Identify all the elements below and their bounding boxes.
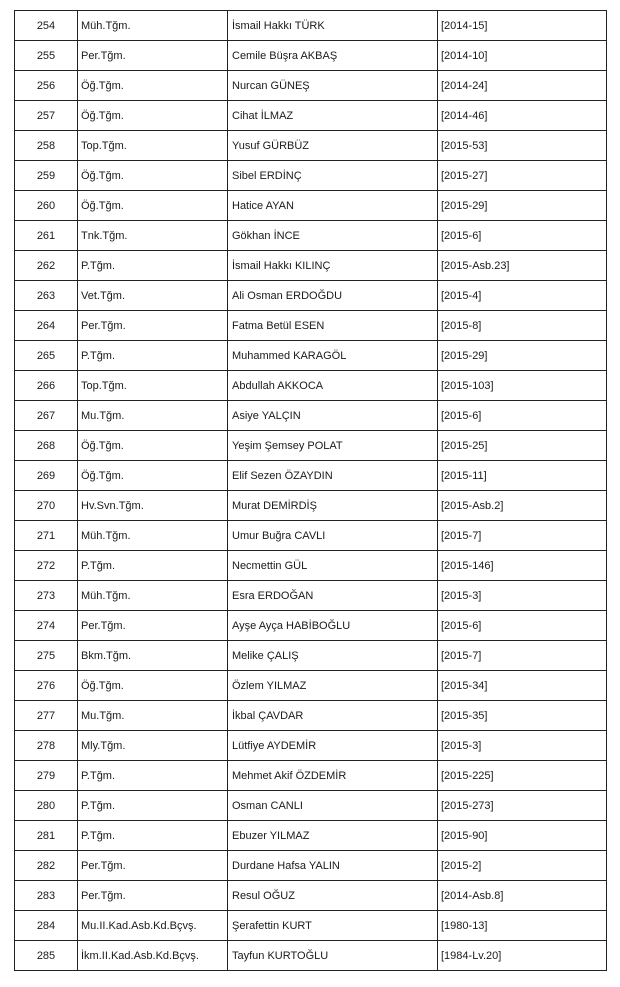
table-row bbox=[15, 41, 607, 71]
row-number: 284 bbox=[15, 911, 78, 941]
person-name-cell: Cihat İLMAZ bbox=[228, 101, 438, 131]
table-row bbox=[15, 371, 607, 401]
registry-code-cell: [2015-103] bbox=[438, 371, 607, 401]
row-number: 256 bbox=[15, 71, 78, 101]
person-name-cell: Umur Buğra CAVLI bbox=[228, 521, 438, 551]
table-row bbox=[15, 551, 607, 581]
rank-cell: Öğ.Tğm. bbox=[78, 671, 228, 701]
row-number: 258 bbox=[15, 131, 78, 161]
table-row bbox=[15, 401, 607, 431]
row-number: 277 bbox=[15, 701, 78, 731]
person-name-cell: Tayfun KURTOĞLU bbox=[228, 941, 438, 971]
table-row bbox=[15, 521, 607, 551]
rank-cell: Öğ.Tğm. bbox=[78, 71, 228, 101]
person-name-cell: Nurcan GÜNEŞ bbox=[228, 71, 438, 101]
person-name-cell: İsmail Hakkı KILINÇ bbox=[228, 251, 438, 281]
table-row bbox=[15, 911, 607, 941]
table-row bbox=[15, 431, 607, 461]
person-name-cell: Gökhan İNCE bbox=[228, 221, 438, 251]
table-row bbox=[15, 641, 607, 671]
row-number: 282 bbox=[15, 851, 78, 881]
registry-code-cell: [2015-53] bbox=[438, 131, 607, 161]
document-page bbox=[14, 10, 606, 971]
registry-code-cell: [2014-46] bbox=[438, 101, 607, 131]
row-number: 260 bbox=[15, 191, 78, 221]
person-name-cell: Yeşim Şemsey POLAT bbox=[228, 431, 438, 461]
rank-cell: Mu.Tğm. bbox=[78, 401, 228, 431]
row-number: 259 bbox=[15, 161, 78, 191]
registry-code-cell: [2015-6] bbox=[438, 611, 607, 641]
table-row bbox=[15, 11, 607, 41]
person-name-cell: Fatma Betül ESEN bbox=[228, 311, 438, 341]
registry-code-cell: [2015-3] bbox=[438, 731, 607, 761]
rank-cell: Top.Tğm. bbox=[78, 131, 228, 161]
table-row bbox=[15, 731, 607, 761]
person-name-cell: Cemile Büşra AKBAŞ bbox=[228, 41, 438, 71]
table-row bbox=[15, 671, 607, 701]
table-row bbox=[15, 311, 607, 341]
rank-cell: P.Tğm. bbox=[78, 761, 228, 791]
registry-code-cell: [2015-90] bbox=[438, 821, 607, 851]
registry-code-cell: [2014-24] bbox=[438, 71, 607, 101]
table-row bbox=[15, 101, 607, 131]
registry-code-cell: [2015-34] bbox=[438, 671, 607, 701]
personnel-table bbox=[14, 10, 607, 971]
rank-cell: Öğ.Tğm. bbox=[78, 461, 228, 491]
table-row bbox=[15, 461, 607, 491]
table-row bbox=[15, 131, 607, 161]
rank-cell: P.Tğm. bbox=[78, 251, 228, 281]
row-number: 278 bbox=[15, 731, 78, 761]
registry-code-cell: [2014-Asb.8] bbox=[438, 881, 607, 911]
row-number: 280 bbox=[15, 791, 78, 821]
person-name-cell: Şerafettin KURT bbox=[228, 911, 438, 941]
registry-code-cell: [2015-3] bbox=[438, 581, 607, 611]
person-name-cell: Yusuf GÜRBÜZ bbox=[228, 131, 438, 161]
person-name-cell: Ebuzer YILMAZ bbox=[228, 821, 438, 851]
personnel-table-body bbox=[15, 11, 607, 971]
table-row bbox=[15, 161, 607, 191]
registry-code-cell: [2015-225] bbox=[438, 761, 607, 791]
registry-code-cell: [2015-6] bbox=[438, 221, 607, 251]
row-number: 255 bbox=[15, 41, 78, 71]
registry-code-cell: [2015-8] bbox=[438, 311, 607, 341]
rank-cell: P.Tğm. bbox=[78, 791, 228, 821]
person-name-cell: İkbal ÇAVDAR bbox=[228, 701, 438, 731]
row-number: 265 bbox=[15, 341, 78, 371]
rank-cell: İkm.II.Kad.Asb.Kd.Bçvş. bbox=[78, 941, 228, 971]
table-row bbox=[15, 581, 607, 611]
rank-cell: Öğ.Tğm. bbox=[78, 161, 228, 191]
person-name-cell: Elif Sezen ÖZAYDIN bbox=[228, 461, 438, 491]
registry-code-cell: [2015-27] bbox=[438, 161, 607, 191]
row-number: 273 bbox=[15, 581, 78, 611]
person-name-cell: Muhammed KARAGÖL bbox=[228, 341, 438, 371]
row-number: 263 bbox=[15, 281, 78, 311]
person-name-cell: Abdullah AKKOCA bbox=[228, 371, 438, 401]
registry-code-cell: [2015-273] bbox=[438, 791, 607, 821]
registry-code-cell: [2015-35] bbox=[438, 701, 607, 731]
rank-cell: Mly.Tğm. bbox=[78, 731, 228, 761]
rank-cell: Per.Tğm. bbox=[78, 41, 228, 71]
person-name-cell: Osman CANLI bbox=[228, 791, 438, 821]
registry-code-cell: [2015-Asb.23] bbox=[438, 251, 607, 281]
rank-cell: P.Tğm. bbox=[78, 551, 228, 581]
rank-cell: Müh.Tğm. bbox=[78, 11, 228, 41]
row-number: 264 bbox=[15, 311, 78, 341]
person-name-cell: Lütfiye AYDEMİR bbox=[228, 731, 438, 761]
row-number: 267 bbox=[15, 401, 78, 431]
row-number: 285 bbox=[15, 941, 78, 971]
rank-cell: P.Tğm. bbox=[78, 341, 228, 371]
table-row bbox=[15, 71, 607, 101]
person-name-cell: Sibel ERDİNÇ bbox=[228, 161, 438, 191]
row-number: 254 bbox=[15, 11, 78, 41]
table-row bbox=[15, 191, 607, 221]
person-name-cell: Murat DEMİRDİŞ bbox=[228, 491, 438, 521]
person-name-cell: Resul OĞUZ bbox=[228, 881, 438, 911]
rank-cell: Per.Tğm. bbox=[78, 611, 228, 641]
table-row bbox=[15, 611, 607, 641]
person-name-cell: Hatice AYAN bbox=[228, 191, 438, 221]
rank-cell: Bkm.Tğm. bbox=[78, 641, 228, 671]
table-row bbox=[15, 881, 607, 911]
registry-code-cell: [2015-4] bbox=[438, 281, 607, 311]
registry-code-cell: [2014-15] bbox=[438, 11, 607, 41]
person-name-cell: Melike ÇALIŞ bbox=[228, 641, 438, 671]
registry-code-cell: [2015-7] bbox=[438, 521, 607, 551]
table-row bbox=[15, 851, 607, 881]
rank-cell: Tnk.Tğm. bbox=[78, 221, 228, 251]
table-row bbox=[15, 821, 607, 851]
table-row bbox=[15, 251, 607, 281]
registry-code-cell: [2015-29] bbox=[438, 191, 607, 221]
rank-cell: Top.Tğm. bbox=[78, 371, 228, 401]
person-name-cell: Ali Osman ERDOĞDU bbox=[228, 281, 438, 311]
rank-cell: Öğ.Tğm. bbox=[78, 431, 228, 461]
person-name-cell: Necmettin GÜL bbox=[228, 551, 438, 581]
registry-code-cell: [2015-146] bbox=[438, 551, 607, 581]
row-number: 279 bbox=[15, 761, 78, 791]
person-name-cell: Ayşe Ayça HABİBOĞLU bbox=[228, 611, 438, 641]
rank-cell: Mu.Tğm. bbox=[78, 701, 228, 731]
person-name-cell: Asiye YALÇIN bbox=[228, 401, 438, 431]
rank-cell: Öğ.Tğm. bbox=[78, 101, 228, 131]
registry-code-cell: [2015-Asb.2] bbox=[438, 491, 607, 521]
row-number: 268 bbox=[15, 431, 78, 461]
row-number: 272 bbox=[15, 551, 78, 581]
rank-cell: Per.Tğm. bbox=[78, 311, 228, 341]
registry-code-cell: [2015-29] bbox=[438, 341, 607, 371]
registry-code-cell: [2015-25] bbox=[438, 431, 607, 461]
rank-cell: P.Tğm. bbox=[78, 821, 228, 851]
row-number: 270 bbox=[15, 491, 78, 521]
registry-code-cell: [2015-6] bbox=[438, 401, 607, 431]
table-row bbox=[15, 341, 607, 371]
rank-cell: Müh.Tğm. bbox=[78, 521, 228, 551]
person-name-cell: Özlem YILMAZ bbox=[228, 671, 438, 701]
rank-cell: Müh.Tğm. bbox=[78, 581, 228, 611]
table-row bbox=[15, 941, 607, 971]
table-row bbox=[15, 701, 607, 731]
rank-cell: Vet.Tğm. bbox=[78, 281, 228, 311]
person-name-cell: Esra ERDOĞAN bbox=[228, 581, 438, 611]
registry-code-cell: [1980-13] bbox=[438, 911, 607, 941]
registry-code-cell: [2015-11] bbox=[438, 461, 607, 491]
person-name-cell: Mehmet Akif ÖZDEMİR bbox=[228, 761, 438, 791]
table-row bbox=[15, 791, 607, 821]
rank-cell: Hv.Svn.Tğm. bbox=[78, 491, 228, 521]
row-number: 261 bbox=[15, 221, 78, 251]
registry-code-cell: [2015-2] bbox=[438, 851, 607, 881]
rank-cell: Per.Tğm. bbox=[78, 851, 228, 881]
table-row bbox=[15, 491, 607, 521]
row-number: 274 bbox=[15, 611, 78, 641]
row-number: 275 bbox=[15, 641, 78, 671]
row-number: 271 bbox=[15, 521, 78, 551]
person-name-cell: İsmail Hakkı TÜRK bbox=[228, 11, 438, 41]
row-number: 283 bbox=[15, 881, 78, 911]
registry-code-cell: [2015-7] bbox=[438, 641, 607, 671]
rank-cell: Per.Tğm. bbox=[78, 881, 228, 911]
row-number: 257 bbox=[15, 101, 78, 131]
row-number: 262 bbox=[15, 251, 78, 281]
registry-code-cell: [1984-Lv.20] bbox=[438, 941, 607, 971]
table-row bbox=[15, 281, 607, 311]
row-number: 281 bbox=[15, 821, 78, 851]
person-name-cell: Durdane Hafsa YALIN bbox=[228, 851, 438, 881]
rank-cell: Mu.II.Kad.Asb.Kd.Bçvş. bbox=[78, 911, 228, 941]
row-number: 269 bbox=[15, 461, 78, 491]
table-row bbox=[15, 761, 607, 791]
row-number: 276 bbox=[15, 671, 78, 701]
rank-cell: Öğ.Tğm. bbox=[78, 191, 228, 221]
table-row bbox=[15, 221, 607, 251]
row-number: 266 bbox=[15, 371, 78, 401]
registry-code-cell: [2014-10] bbox=[438, 41, 607, 71]
